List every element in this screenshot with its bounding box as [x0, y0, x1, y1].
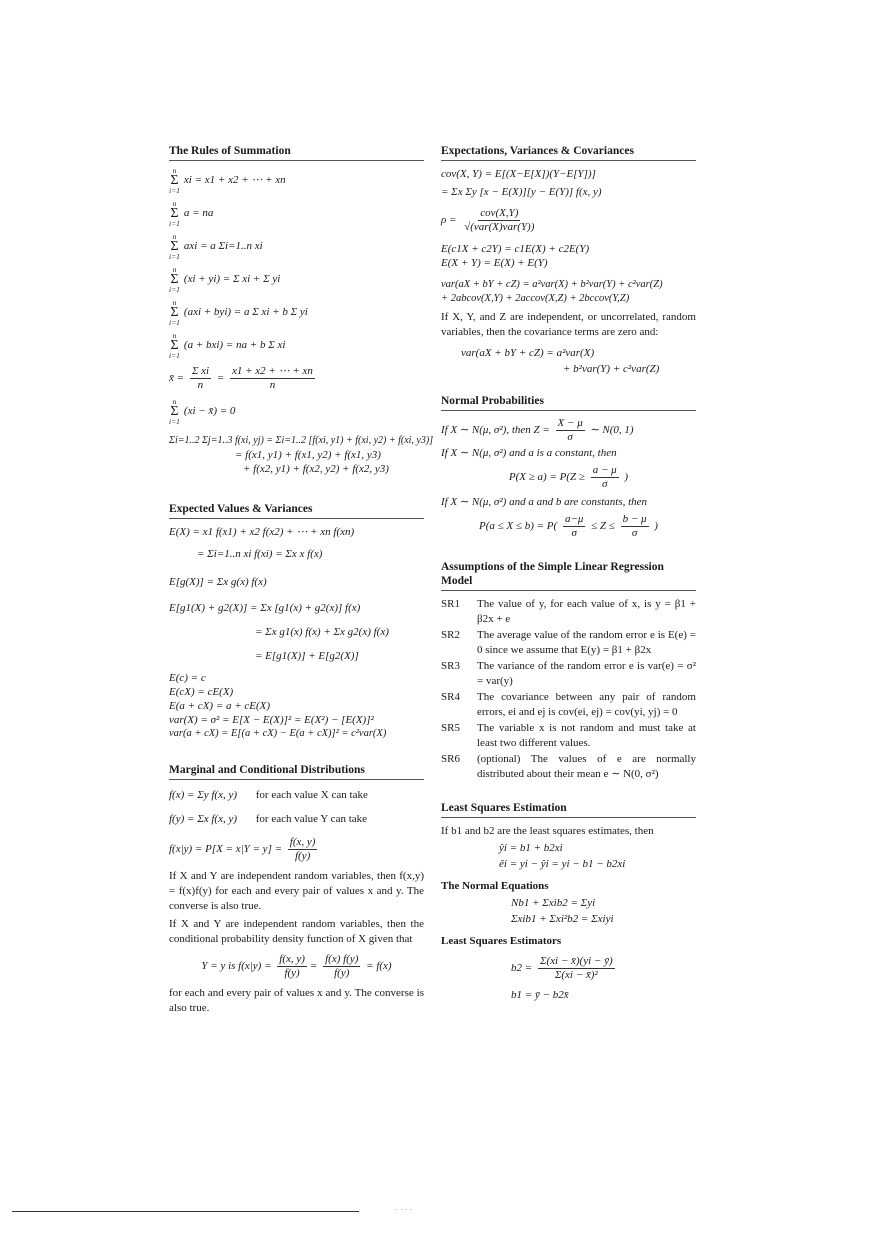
- assumption-item: SR3 The variance of the random error e is var(e) = σ² = var(y): [441, 660, 696, 687]
- left-column: [169, 144, 434, 1016]
- cov-l4: E(X + Y) = E(X) + E(Y): [441, 257, 548, 269]
- assumption-item: SR6 (optional) The values of e are normally distributed about their mean e ∼ N(0, σ²): [441, 753, 696, 780]
- expected-l10: var(X) = σ² = E[X − E(X)]² = E(X²) − [E(X)]²: [169, 714, 374, 726]
- normal-eq-2: Σxib1 + Σxi²b2 = Σxiyi: [511, 913, 614, 925]
- summation-rule: n Σ i=1 xi = x1 + x2 + ⋯ + xn: [169, 166, 286, 195]
- cov-l1: cov(X, Y) = E[(X−E[X])(Y−E[Y])]: [441, 168, 596, 180]
- conditional-paragraph: If X and Y are independent random variables, then the conditional probability density function of X given that: [169, 918, 424, 945]
- b1-formula: b1 = ȳ − b2x̄: [511, 989, 569, 1001]
- cov-l8: + b²var(Y) + c²var(Z): [563, 363, 660, 375]
- summation-rule: n Σ i=1 (xi + yi) = Σ xi + Σ yi: [169, 265, 281, 294]
- uncorrelated-paragraph: If X, Y, and Z are independent, or uncorrelated, random variables, then the covariance terms are zero and:: [441, 311, 696, 338]
- converse-paragraph: for each and every pair of values x and y. The converse is also true.: [169, 987, 424, 1014]
- ls-intro: If b1 and b2 are the least squares estimates, then: [441, 825, 654, 837]
- normal-l1: If X ∼ N(μ, σ²), then Z = $\frac{X - \mu}{\sigma}$ ∼ N(0, 1): [441, 417, 634, 443]
- mean-formula: x̄ = $\frac{\text{Σ xi}}{n}$ = $\frac{x1 + x2 + \cdots + xn}{n}$: [169, 365, 313, 391]
- double-sum-line1: Σi=1..2 Σj=1..3 f(xi, yj) = Σi=1..2 [f(xi, y1) + f(xi, y2) + f(xi, y3)]: [169, 435, 434, 446]
- double-sum-line2: = f(x1, y1) + f(x1, y2) + f(x1, y3): [235, 449, 381, 461]
- marginal-title: Marginal and Conditional Distributions: [169, 763, 424, 780]
- summation-rule-expr: a = na: [183, 207, 214, 219]
- assumption-item: SR5 The variable x is not random and must take at least two different values.: [441, 722, 696, 749]
- deviation-sum: n Σ i=1 (xi − x̄) = 0: [169, 397, 236, 426]
- expected-l8: E(cX) = cE(X): [169, 686, 234, 698]
- summation-rule-expr: (axi + byi) = a Σ xi + b Σ yi: [183, 306, 308, 318]
- ls-residual: êi = yi − ŷi = yi − b1 − b2xi: [499, 858, 626, 870]
- summation-title: The Rules of Summation: [169, 144, 424, 161]
- marginal-fy: f(y) = Σx f(x, y) for each value Y can take: [169, 813, 368, 825]
- summation-rule: n Σ i=1 (a + bxi) = na + b Σ xi: [169, 331, 286, 360]
- normal-title: Normal Probabilities: [441, 394, 696, 411]
- cov-l6: + 2abcov(X,Y) + 2accov(X,Z) + 2bccov(Y,Z): [441, 293, 630, 304]
- expected-l3: E[g(X)] = Σx g(x) f(x): [169, 576, 267, 588]
- independence-formula: Y = y is f(x|y) = $\frac{f(x, y)}{f(y)}$ = $\frac{f(x) f(y)}{f(y)}$ = f(x): [201, 953, 392, 979]
- expected-l6: = E[g1(X)] + E[g2(X)]: [255, 650, 359, 662]
- normal-eq-1: Nb1 + Σxib2 = Σyi: [511, 897, 596, 909]
- expected-l1: E(X) = x1 f(x1) + x2 f(x2) + ⋯ + xn f(xn): [169, 526, 355, 538]
- expected-l4: E[g1(X) + g2(X)] = Σx [g1(x) + g2(x)] f(x): [169, 602, 361, 614]
- cov-l2: = Σx Σy [x − E(X)][y − E(Y)] f(x, y): [441, 186, 602, 198]
- footer-rule: [12, 1211, 359, 1212]
- covariance-title: Expectations, Variances & Covariances: [441, 144, 696, 161]
- assumption-item: SR2 The average value of the random error e is E(e) = 0 since we assume that E(y) = β1 + β2x: [441, 629, 696, 656]
- expected-title: Expected Values & Variances: [169, 502, 424, 519]
- estimators-title: Least Squares Estimators: [441, 935, 562, 947]
- cov-l7: var(aX + bY + cZ) = a²var(X): [461, 347, 595, 359]
- cov-l3: E(c1X + c2Y) = c1E(X) + c2E(Y): [441, 243, 590, 255]
- assumptions-title: Assumptions of the Simple Linear Regression Model: [441, 560, 696, 591]
- expected-l2: = Σi=1..n xi f(xi) = Σx x f(x): [197, 548, 323, 560]
- expected-l7: E(c) = c: [169, 672, 206, 684]
- expected-l9: E(a + cX) = a + cE(X): [169, 700, 271, 712]
- normal-l5: P(a ≤ X ≤ b) = P( $\frac{a-\mu}{\sigma}$ ≤ Z ≤ $\frac{b - \mu}{\sigma}$ ): [479, 513, 658, 539]
- summation-rule-expr: (a + bxi) = na + b Σ xi: [183, 339, 286, 351]
- normal-l2: If X ∼ N(μ, σ²) and a is a constant, then: [441, 447, 617, 459]
- expected-l11: var(a + cX) = E[(a + cX) − E(a + cX)]² = c²var(X): [169, 728, 387, 739]
- assumption-item: SR1 The value of y, for each value of x, is y = β1 + β2x + e: [441, 598, 696, 625]
- summation-rule-expr: (xi + yi) = Σ xi + Σ yi: [183, 273, 281, 285]
- summation-rule: n Σ i=1 (axi + byi) = a Σ xi + b Σ yi: [169, 298, 308, 327]
- normal-equations-title: The Normal Equations: [441, 880, 549, 892]
- summation-rule: n Σ i=1 a = na: [169, 199, 214, 228]
- summation-rule-expr: axi = a Σi=1..n xi: [183, 240, 263, 252]
- independence-paragraph: If X and Y are independent random variables, then f(x,y) = f(x)f(y) for each and every pair of values x and y. The converse is also true.: [169, 870, 424, 912]
- rho-formula: ρ = $\frac{\text{cov(X,Y)}}{\text{√(var(X)var(Y))}}$: [441, 207, 535, 233]
- double-sum-line3: + f(x2, y1) + f(x2, y2) + f(x2, y3): [243, 463, 389, 475]
- right-column: [441, 144, 696, 1002]
- least-squares-title: Least Squares Estimation: [441, 801, 696, 818]
- expected-l5: = Σx g1(x) f(x) + Σx g2(x) f(x): [255, 626, 389, 638]
- normal-l4: If X ∼ N(μ, σ²) and a and b are constants, then: [441, 496, 648, 508]
- summation-rule-expr: xi = x1 + x2 + ⋯ + xn: [183, 174, 286, 186]
- ls-fitted: ŷi = b1 + b2xi: [499, 842, 563, 854]
- cov-l5: var(aX + bY + cZ) = a²var(X) + b²var(Y) + c²var(Z): [441, 279, 663, 290]
- summation-rule: n Σ i=1 axi = a Σi=1..n xi: [169, 232, 263, 261]
- assumption-item: SR4 The covariance between any pair of random errors, ei and ej is cov(ei, ej) = cov(yi, yj) = 0: [441, 691, 696, 718]
- conditional-formula: f(x|y) = P[X = x|Y = y] = $\frac{f(x, y)}{f(y)}$: [169, 836, 316, 862]
- footer-marks: · · · ·: [395, 1205, 413, 1214]
- normal-l3: P(X ≥ a) = P(Z ≥ $\frac{a - \mu}{\sigma}$ ): [508, 464, 629, 490]
- b2-formula: b2 = $\frac{\Sigma(xi - x̄)(yi - ȳ)}{\text{Σ(xi − x̄)²}}$: [511, 955, 613, 981]
- marginal-fx: f(x) = Σy f(x, y) for each value X can take: [169, 789, 368, 801]
